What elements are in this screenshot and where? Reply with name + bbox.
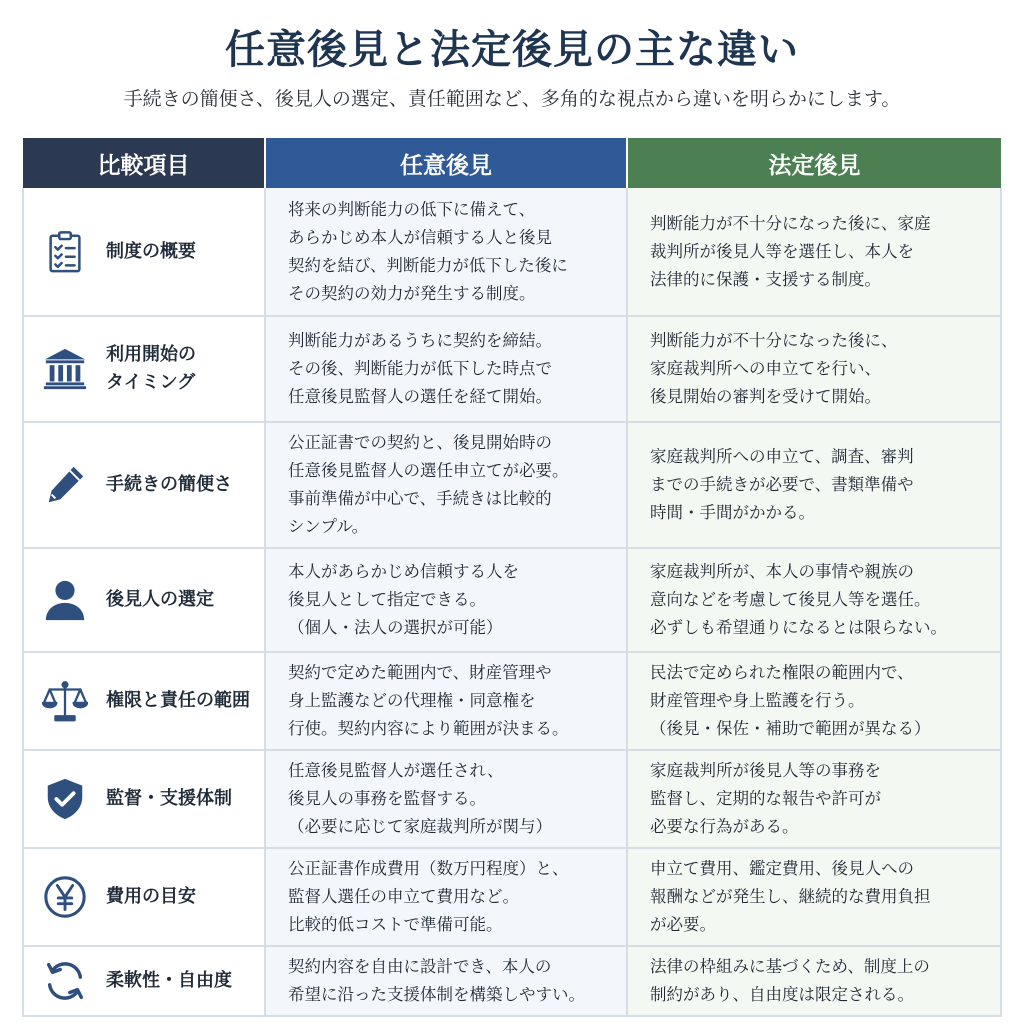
courthouse-icon [40,344,90,394]
nini-cell: 本人があらかじめ信頼する人を 後見人として指定できる。 （個人・法人の選択が可能） [288,562,519,637]
table-row [23,750,1001,848]
header-row [23,138,1001,188]
person-icon [40,575,90,625]
nini-cell: 将来の判断能力の低下に備えて、 あらかじめ本人が信頼する人と後見 契約を結び、判断能力が低下した後に その契約の効力が発生する制度。 [288,199,568,303]
hotei-cell: 家庭裁判所が後見人等の事務を 監督し、定期的な報告や許可が 必要な行為がある。 [650,761,881,836]
table-row [23,848,1001,946]
page-subtitle: 手続きの簡便さ、後見人の選定、責任範囲など、多角的な視点から違いを明らかにします。 [123,88,901,110]
row-label: 後見人の選定 [106,589,214,610]
clipboard-checklist-icon [40,227,90,277]
nini-cell: 契約内容を自由に設計でき、本人の 希望に沿った支援体制を構築しやすい。 [288,957,585,1004]
row-label: 監督・支援体制 [106,788,232,809]
table-row [23,316,1001,422]
nini-cell: 判断能力があるうちに契約を締結。 その後、判断能力が低下した時点で 任意後見監督人の選任を経て開始。 [288,331,552,406]
shield-check-icon [40,774,90,824]
refresh-cycle-icon [40,956,90,1006]
hotei-cell: 法律の枠組みに基づくため、制度上の 制約があり、自由度は限定される。 [650,957,930,1004]
hotei-cell: 家庭裁判所が、本人の事情や親族の 意向などを考慮して後見人等を選任。 必ずしも希望通りになるとは限らない。 [650,562,947,637]
pencil-icon [40,460,90,510]
page-title: 任意後見と法定後見の主な違い [225,27,799,73]
row-label: 利用開始の タイミング [106,344,196,393]
row-label: 柔軟性・自由度 [106,970,232,991]
row-label: 制度の概要 [106,240,196,262]
nini-cell: 任意後見監督人が選任され、 後見人の事務を監督する。 （必要に応じて家庭裁判所が関与） [288,761,552,836]
hotei-cell: 民法で定められた権限の範囲内で、 財産管理や身上監護を行う。 （後見・保佐・補助で範囲が異なる） [650,663,931,738]
header-item: 比較項目 [23,138,265,188]
table-row [23,422,1001,548]
table-row [23,652,1001,750]
row-label: 手続きの簡便さ [106,474,232,495]
nini-cell: 公正証書での契約と、後見開始時の 任意後見監督人の選任申立てが必要。 事前準備が中心で、手続きは比較的 シンプル。 [288,433,569,536]
scales-icon [40,676,90,726]
header-hotei: 法定後見 [627,138,1001,188]
comparison-table [22,138,1002,1017]
hotei-cell: 判断能力が不十分になった後に、家庭 裁判所が後見人等を選任し、本人を 法律的に保護・支援する制度。 [650,213,931,289]
yen-coin-icon [40,872,90,922]
hotei-cell: 申立て費用、鑑定費用、後見人への 報酬などが発生し、継続的な費用負担 が必要。 [650,859,931,934]
hotei-cell: 判断能力が不十分になった後に、 家庭裁判所への申立てを行い、 後見開始の審判を受けて開始。 [650,331,898,406]
table-row [23,946,1001,1016]
nini-cell: 契約で定めた範囲内で、財産管理や 身上監護などの代理権・同意権を 行使。契約内容により範囲が決まる。 [288,663,569,738]
header-nini: 任意後見 [265,138,627,188]
hotei-cell: 家庭裁判所への申立て、調査、審判 までの手続きが必要で、書類準備や 時間・手間がかかる。 [650,447,914,522]
nini-cell: 公正証書作成費用（数万円程度）と、 監督人選任の申立て費用など。 比較的低コストで準備可能。 [288,859,569,934]
row-label: 権限と責任の範囲 [106,690,250,711]
table-row [23,548,1001,652]
row-label: 費用の目安 [106,886,196,907]
table-row [23,188,1001,316]
